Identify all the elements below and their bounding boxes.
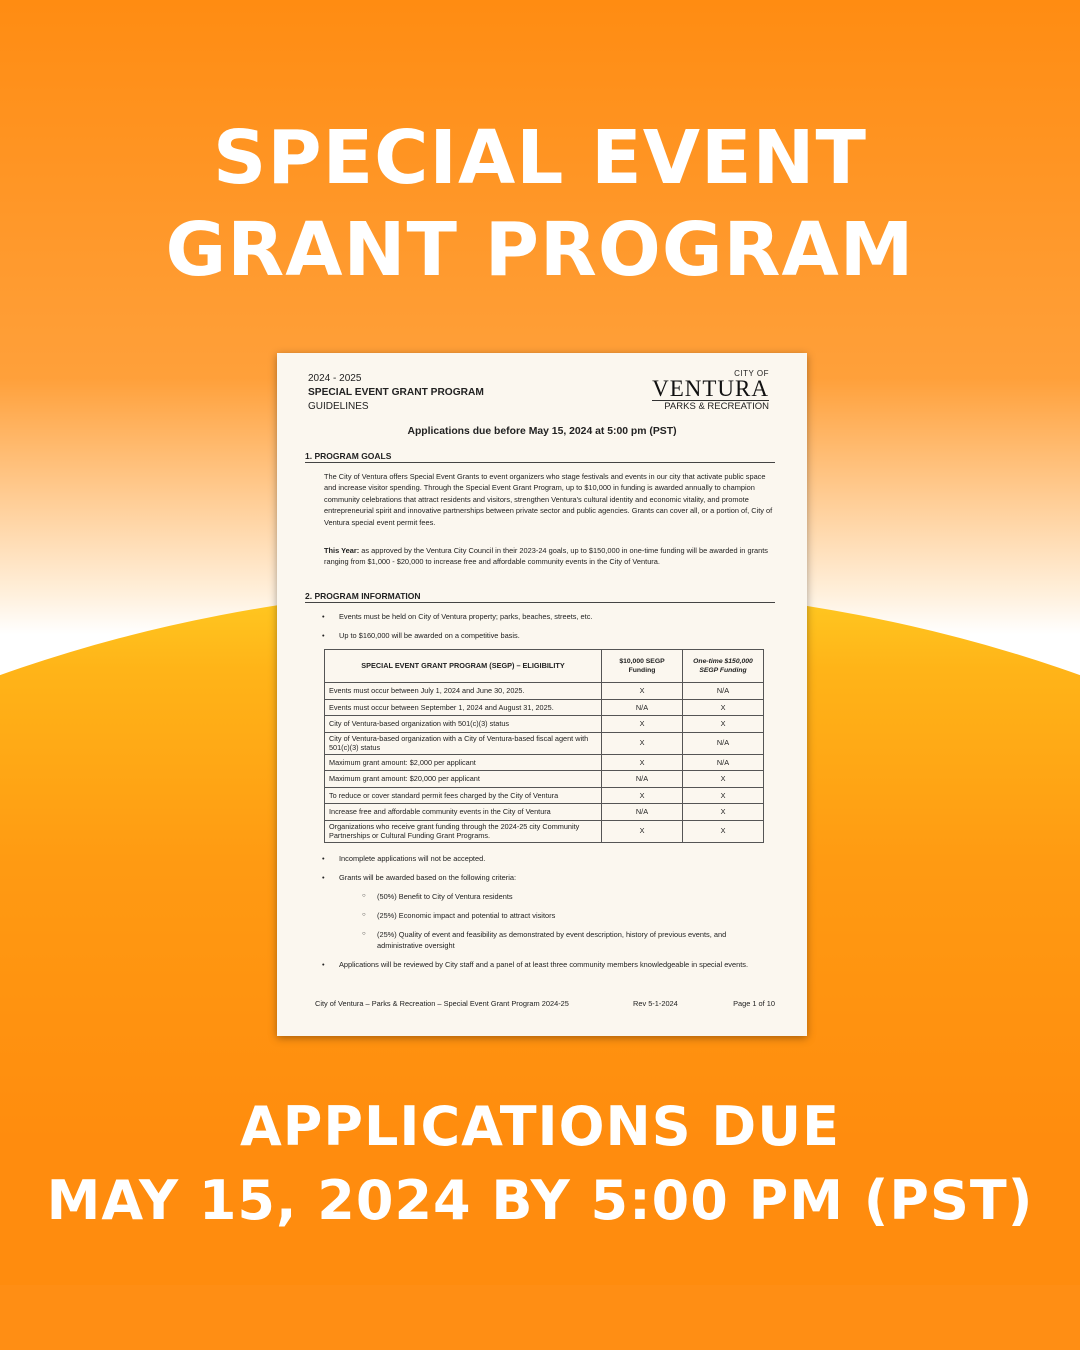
this-year-paragraph	[324, 545, 774, 568]
list-item: • Applications will be reviewed by City staff and a panel of at least three community members knowledgeable in special events.	[322, 959, 772, 970]
deadline-line-2: MAY 15, 2024 BY 5:00 PM (PST)	[46, 1169, 1034, 1232]
doc-year: 2024 - 2025	[308, 373, 362, 384]
table-header-row	[325, 650, 764, 683]
table-row: To reduce or cover standard permit fees charged by the City of Ventura X X	[325, 787, 764, 804]
logo-dept: PARKS & RECREATION	[652, 400, 769, 412]
table-header: $10,000 SEGP Funding	[602, 650, 683, 683]
table-row: Maximum grant amount: $20,000 per applicant N/A X	[325, 771, 764, 788]
deadline-line-1: APPLICATIONS DUE	[240, 1095, 840, 1158]
table-row: City of Ventura-based organization with 501(c)(3) status X X	[325, 716, 764, 733]
table-row: Increase free and affordable community events in the City of Ventura N/A X	[325, 804, 764, 821]
this-year-label: This Year:	[324, 546, 360, 555]
list-item: • Up to $160,000 will be awarded on a competitive basis.	[322, 630, 772, 641]
footer-revision: Rev 5-1-2024	[633, 999, 678, 1008]
headline-line-1: SPECIAL EVENT	[213, 115, 867, 201]
footer-left: City of Ventura – Parks & Recreation – Special Event Grant Program 2024-25	[315, 999, 569, 1008]
goals-paragraph: The City of Ventura offers Special Event Grants to event organizers who stage festivals and events in our city that activate public space and increase visitor spending. Through the Special Event Grant Program, up to $10,000 in funding is awarded annually to champion community celebrations that attract residents and visitors, strengthen Ventura's cultural identity and economic vitality, and promote entrepreneurial spirit and innovative partnerships between private sector and public agencies. Grants can cover all, or a portion of, City of Ventura special event permit fees.	[324, 472, 773, 527]
headline-line-2: GRANT PROGRAM	[165, 207, 915, 293]
doc-subtitle: GUIDELINES	[308, 401, 369, 412]
table-header: SPECIAL EVENT GRANT PROGRAM (SEGP) – ELIGIBILITY	[325, 650, 602, 683]
list-item: • Incomplete applications will not be accepted.	[322, 853, 772, 864]
table-row: Events must occur between July 1, 2024 and June 30, 2025. X N/A	[325, 683, 764, 700]
deadline-text	[0, 1090, 1080, 1238]
criteria-item: ○ (25%) Economic impact and potential to attract visitors	[362, 910, 772, 921]
list-item: • Grants will be awarded based on the following criteria:	[322, 872, 772, 883]
table-row: Maximum grant amount: $2,000 per applicant X N/A	[325, 754, 764, 771]
criteria-item: ○ (50%) Benefit to City of Ventura residents	[362, 891, 772, 902]
table-row: Events must occur between September 1, 2024 and August 31, 2025. N/A X	[325, 699, 764, 716]
doc-due-line: Applications due before May 15, 2024 at 5:00 pm (PST)	[407, 426, 677, 437]
doc-footer	[315, 999, 775, 1009]
main-headline	[0, 112, 1080, 296]
list-item: • Events must be held on City of Ventura property; parks, beaches, streets, etc.	[322, 611, 772, 622]
logo-name: VENTURA	[652, 376, 769, 401]
bottom-band	[0, 1285, 1080, 1350]
section-heading-info: 2. PROGRAM INFORMATION	[305, 591, 775, 603]
eligibility-table	[324, 649, 764, 843]
ventura-logo	[652, 369, 769, 412]
table-row: Organizations who receive grant funding through the 2024-25 city Community Partnerships or Cultural Funding Grant Programs. X X	[325, 820, 764, 842]
section-heading-goals: 1. PROGRAM GOALS	[305, 451, 775, 463]
table-header: One-time $150,000 SEGP Funding	[683, 650, 764, 683]
this-year-text: as approved by the Ventura City Council in their 2023-24 goals, up to $150,000 in one-time funding will be awarded in grants ranging from $1,000 - $20,000 to increase free and affordable community events in the City of Ventura.	[324, 546, 768, 567]
logo-city-of: CITY OF	[734, 369, 769, 378]
footer-page-number: Page 1 of 10	[733, 999, 775, 1008]
doc-title: SPECIAL EVENT GRANT PROGRAM	[308, 387, 484, 398]
criteria-item: ○ (25%) Quality of event and feasibility as demonstrated by event description, history of previous events, and administrative oversight	[362, 929, 772, 952]
guidelines-document	[277, 353, 807, 1036]
doc-header	[308, 372, 484, 414]
table-row: City of Ventura-based organization with a City of Ventura-based fiscal agent with 501(c)(3) status X N/A	[325, 732, 764, 754]
